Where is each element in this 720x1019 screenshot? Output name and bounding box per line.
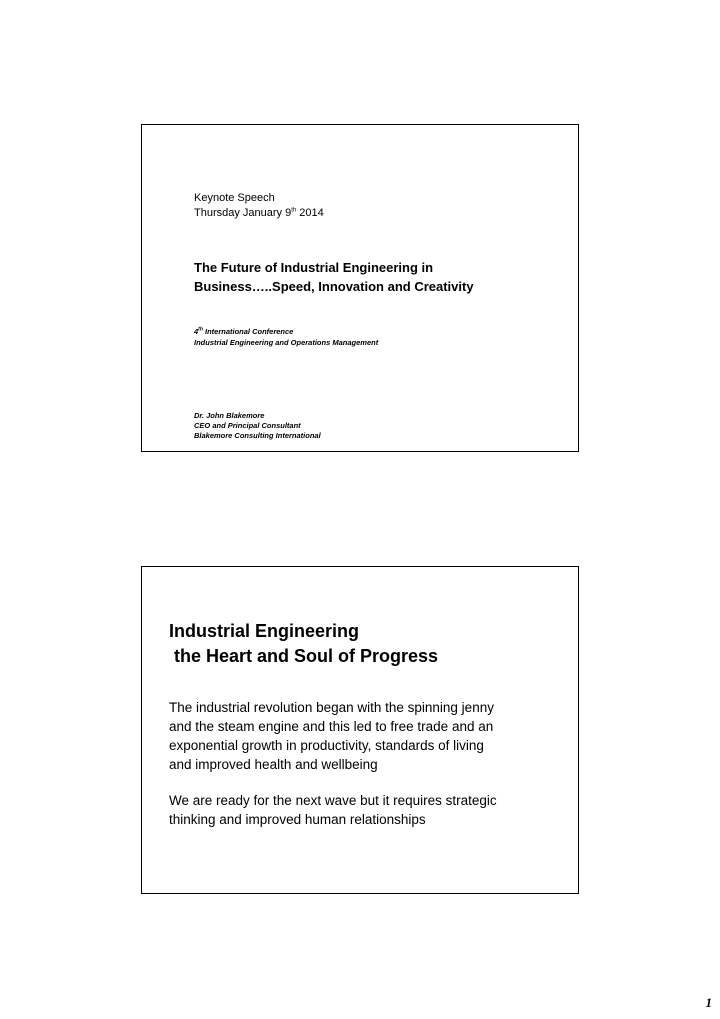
conference-number: 4 [194,327,199,336]
slide-title-line-2: the Heart and Soul of Progress [169,646,439,666]
paragraph-1-line-2: and the steam engine and this led to free trade and an [169,719,494,734]
slide-title-line-1: Industrial Engineering [169,621,360,641]
page-number: 1 [705,995,712,1010]
conference-name [194,327,293,337]
event-date-ordinal: th [291,207,297,214]
event-date-year: 2014 [296,207,324,219]
paragraph-1-line-3: exponential growth in productivity, standards of living [169,738,484,753]
event-date [194,206,324,220]
speaker-name: Dr. John Blakemore [194,411,265,420]
speaker-role: CEO and Principal Consultant [194,421,301,430]
paragraph-1-line-4: and improved health and wellbeing [169,757,378,772]
paragraph-1-line-1: The industrial revolution began with the spinning jenny [169,700,494,715]
paragraph-2-line-2: thinking and improved human relationships [169,812,426,827]
talk-title-line-2: Business…..Speed, Innovation and Creativity [194,279,474,294]
paragraph-2-line-1: We are ready for the next wave but it requires strategic [169,793,497,808]
conference-label: International Conference [202,327,294,336]
conference-ordinal: th [198,326,203,333]
slide-1 [141,124,579,452]
speaker-company: Blakemore Consulting International [194,431,321,440]
event-date-main: Thursday January 9 [194,207,292,219]
slide-2 [141,566,579,894]
conference-subject: Industrial Engineering and Operations Management [194,338,379,347]
event-type: Keynote Speech [194,192,275,204]
talk-title-line-1: The Future of Industrial Engineering in [194,260,434,275]
